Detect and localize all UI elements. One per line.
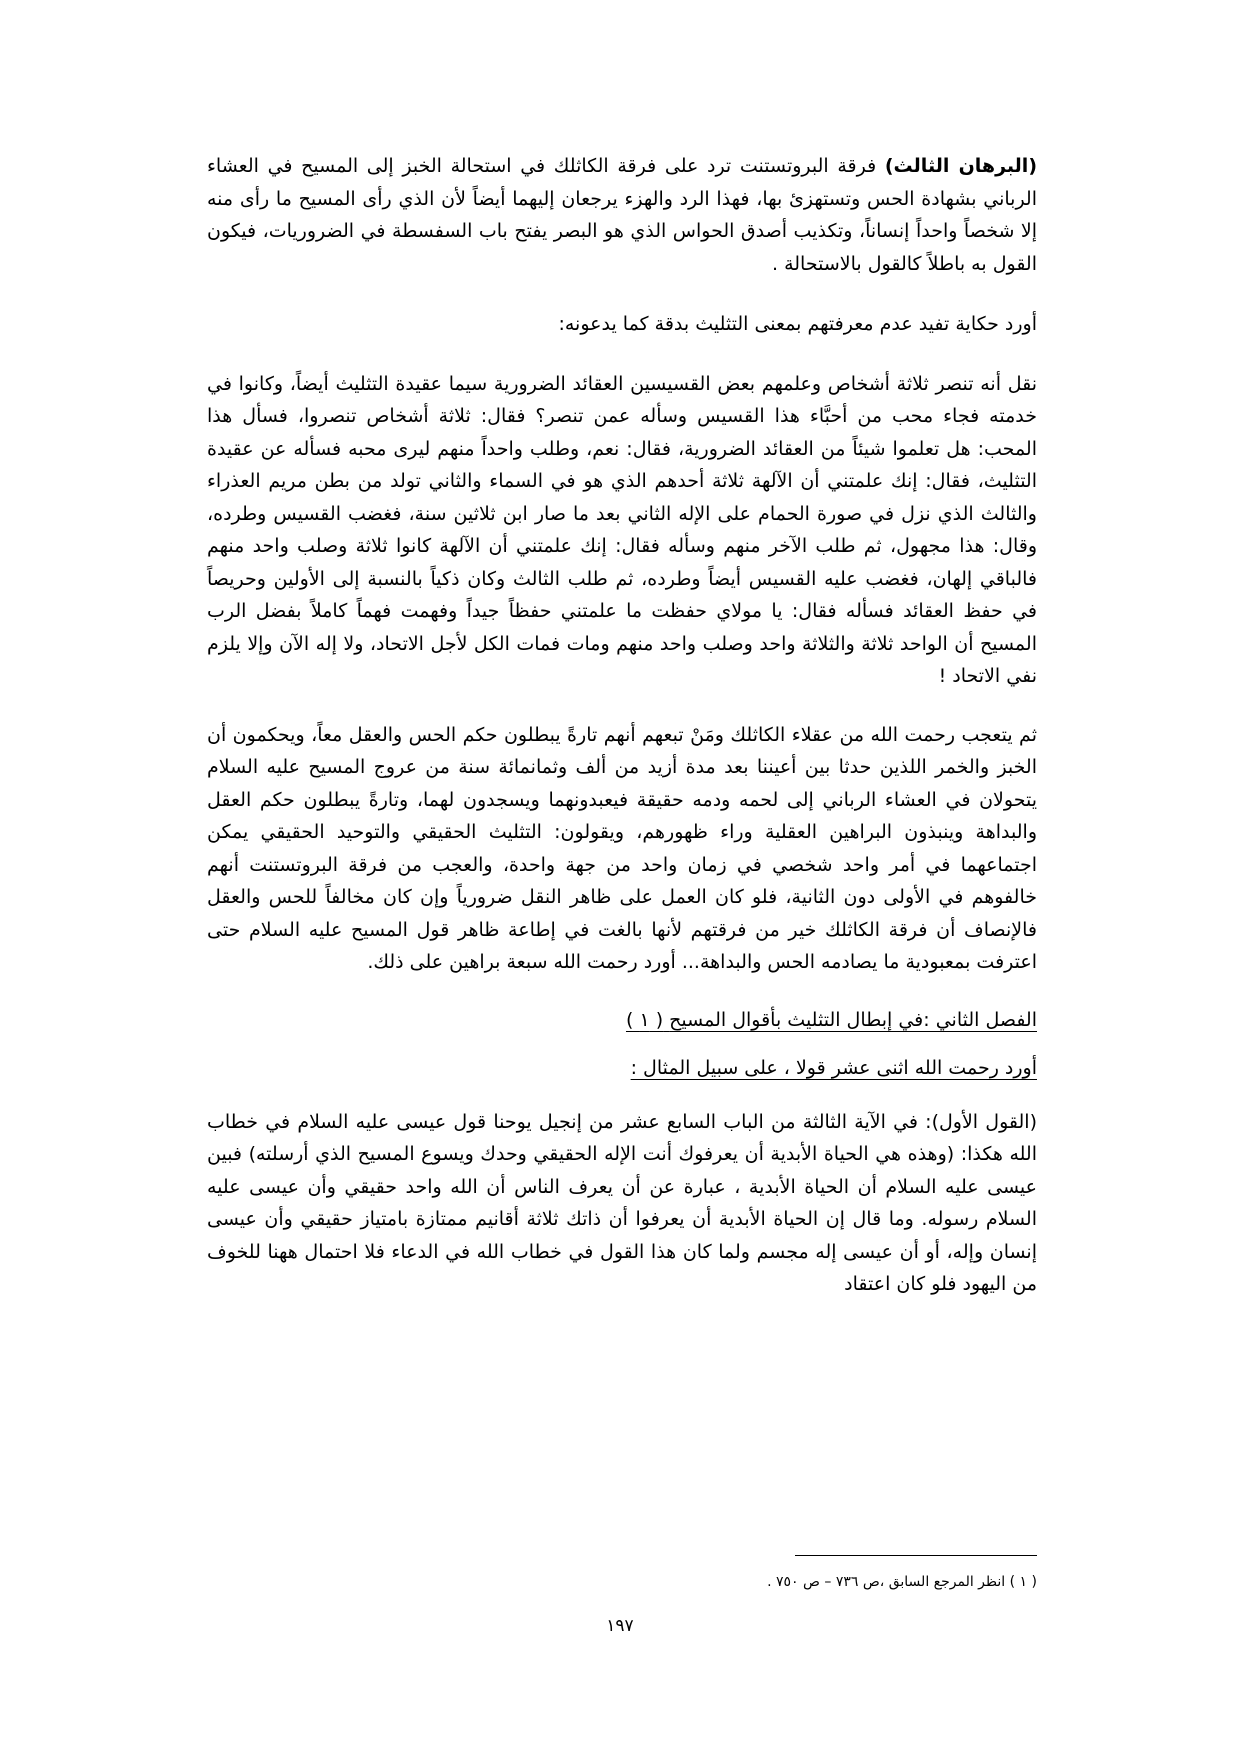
footnote-divider — [795, 1555, 1037, 1556]
chapter-two-title: الفصل الثاني :في إبطال التثليث بأقوال المسيح — [669, 1008, 1037, 1031]
paragraph-first-saying: (القول الأول): في الآية الثالثة من الباب السابع عشر من إنجيل يوحنا قول عيسى عليه السلام في خطاب الله هكذا: (وهذه هي الحياة الأبدية أن يعرفوك أنت الإله الحقيقي وحدك ويسوع المسيح الذي أرسلته) فبين عيسى عليه السلام أن الحياة الأبدية ، عبارة عن أن يعرف الناس أن الله واحد حقيقي وأن عيسى عليه السلام رسوله. وما قال إن الحياة الأبدية أن يعرفوا أن ذاتك ثلاثة أقانيم ممتازة بامتياز حقيقي وأن عيسى إنسان وإله، أو أن عيسى إله مجسم ولما كان هذا القول في خطاب الله في الدعاء فلا احتمال ههنا للخوف من اليهود فلو كان اعتقاد — [207, 1110, 1037, 1295]
main-text-column — [207, 150, 1037, 1301]
page-number: ١٩٧ — [606, 1616, 634, 1636]
section-heading-twelve-sayings: أورد رحمت الله اثنى عشر قولا ، على سبيل المثال : — [630, 1056, 1037, 1079]
paragraph-story-intro: أورد حكاية تفيد عدم معرفتهم بمعنى التثليث بدقة كما يدعونه: — [558, 313, 1037, 335]
paragraph-story: نقل أنه تنصر ثلاثة أشخاص وعلمهم بعض القسيسين العقائد الضرورية سيما عقيدة التثليث أيضاً، وكانوا في خدمته فجاء محب من أحبَّاء هذا القسيس وسأله عمن تنصر؟ فقال: ثلاثة أشخاص تنصروا، فسأل هذا المحب: هل تعلموا شيئاً من العقائد الضرورية، فقال: نعم، وطلب واحداً منهم ليرى محبه فسأله عن عقيدة التثليث، فقال: إنك علمتني أن الآلهة ثلاثة أحدهم الذي هو في السماء والثاني تولد من بطن مريم العذراء والثالث الذي نزل في صورة الحمام على الإله الثاني بعد ما صار ابن ثلاثين سنة، فغضب القسيس وطرده، وقال: هذا مجهول، ثم طلب الآخر منهم وسأله فقال: إنك علمتني أن الآلهة كانوا ثلاثة وصلب واحد منهم فالباقي إلهان، فغضب عليه القسيس أيضاً وطرده، ثم طلب الثالث وكان ذكياً بالنسبة إلى الأولين وحريصاً في حفظ العقائد فسأله فقال: يا مولاي حفظت ما علمتني حفظاً جيداً وفهمت فهماً كاملاً بفضل الرب المسيح أن الواحد ثلاثة والثلاثة واحد وصلب واحد منهم ومات فمات الكل لأجل الاتحاد، ولا إله الآن وإلا يلزم نفي الاتحاد ! — [207, 372, 1037, 687]
paragraph-third-proof — [207, 150, 1037, 280]
paragraph-wonder: ثم يتعجب رحمت الله من عقلاء الكاثلك ومَنْ تبعهم أنهم تارةً يبطلون حكم الحس والعقل معاً، ويحكمون أن الخبز والخمر اللذين حدثا بين أعيننا بعد مدة أزيد من ألف وثمانمائة سنة من عروج المسيح عليه السلام يتحولان في العشاء الرباني إلى لحمه ودمه حقيقة فيعبدونهما ويسجدون لهما، وتارةً يبطلون حكم العقل والبداهة وينبذون البراهين العقلية وراء ظهورهم، ويقولون: التثليث الحقيقي والتوحيد الحقيقي يمكن اجتماعهما في أمر واحد شخصي في زمان واحد من جهة واحدة، والعجب من فرقة البروتستنت أنهم خالفوهم في الأولى دون الثانية، فلو كان العمل على ظاهر النقل ضرورياً وإن كان مخالفاً للحس والعقل فالإنصاف أن فرقة الكاثلك خير من فرقتهم لأنها بالغت في إطاعة ظاهر قول المسيح عليه السلام حتى اعترفت بمعبودية ما يصادمه الحس والبداهة... أورد رحمت الله سبعة براهين على ذلك. — [207, 723, 1037, 973]
footnote-reference: ( ١ ) — [625, 1008, 664, 1031]
third-proof-lead: (البرهان الثالث) — [884, 155, 1038, 177]
third-proof-text: فرقة البروتستنت ترد على فرقة الكاثلك في استحالة الخبز إلى المسيح في العشاء الرباني بشهادة الحس وتستهزئ بها، فهذا الرد والهزء يرجعان إليهما أيضاً لأن الذي رأى المسيح ما رأى منه إلا شخصاً واحداً إنساناً، وتكذيب أصدق الحواس الذي هو البصر يفتح باب السفسطة في الضروريات، فيكون القول به باطلاً كالقول بالاستحالة . — [207, 155, 1037, 275]
section-heading-chapter-two — [207, 1004, 1037, 1036]
footnote-text: ( ١ ) انظر المرجع السابق ،ص ٧٣٦ – ص ٧٥٠ . — [767, 1574, 1037, 1590]
